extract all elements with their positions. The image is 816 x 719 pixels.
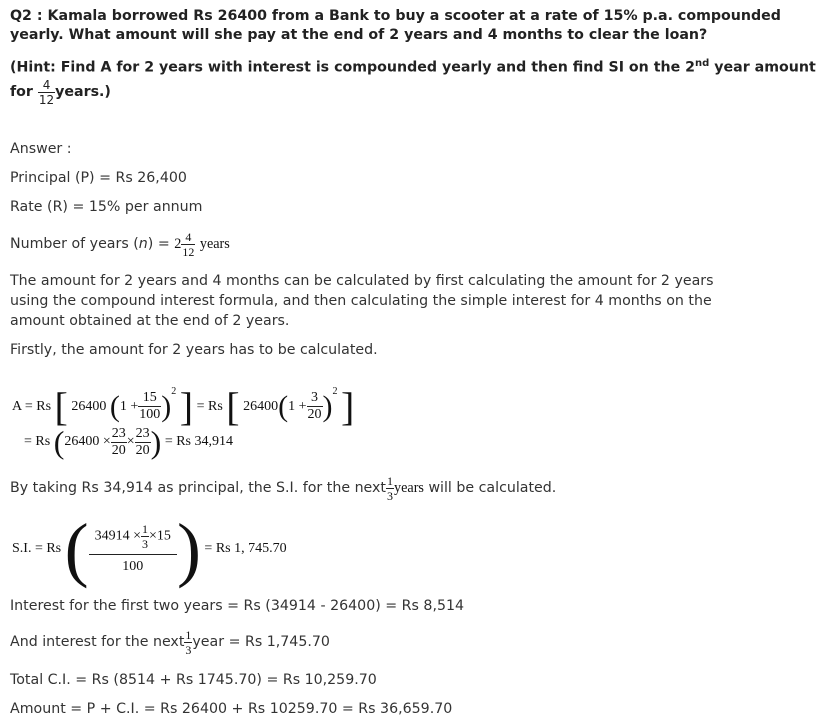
hint-fraction-den: 12 bbox=[38, 92, 55, 107]
eq2-fraction-1 bbox=[111, 427, 127, 458]
interest-next-fraction-num: 1 bbox=[185, 627, 192, 642]
eq1-fraction2-den: 20 bbox=[307, 407, 322, 423]
by-taking-pre: By taking Rs 34,914 as principal, the S.I. for the next bbox=[10, 480, 386, 496]
eq1-bracket-open: [ bbox=[54, 383, 68, 429]
eq1-paren-close: ) bbox=[161, 389, 172, 423]
years-fraction-num: 4 bbox=[181, 231, 195, 245]
years-fraction bbox=[181, 231, 195, 258]
eq1-paren2-close: ) bbox=[322, 389, 333, 423]
eq2-fraction-2 bbox=[135, 427, 151, 458]
si-top-b: ×15 bbox=[149, 528, 171, 544]
by-taking-fraction-den: 3 bbox=[387, 488, 393, 503]
equation-amount-1 bbox=[12, 368, 355, 429]
eq1-bracket2-open: [ bbox=[226, 383, 240, 429]
hint-text-b: year amount bbox=[709, 59, 816, 76]
question-line-1 bbox=[10, 6, 781, 26]
si-fraction bbox=[89, 523, 177, 574]
eq2-lhs: = Rs bbox=[24, 434, 51, 450]
question-text-1: Kamala borrowed Rs 26400 from a Bank to buy a scooter at a rate of 15% p.a. compounded bbox=[47, 8, 781, 24]
years-whole: 2 bbox=[174, 236, 182, 252]
years-line bbox=[10, 226, 230, 262]
firstly-line: Firstly, the amount for 2 years has to be calculated. bbox=[10, 342, 378, 358]
answer-heading: Answer : bbox=[10, 141, 72, 157]
si-top-fraction-num: 1 bbox=[142, 522, 149, 537]
si-top-a: 34914 × bbox=[94, 528, 142, 544]
hint-line-1 bbox=[10, 54, 816, 78]
si-top-fraction bbox=[141, 523, 149, 550]
eq1-fraction-den: 100 bbox=[139, 407, 161, 423]
years-unit: years bbox=[199, 236, 230, 252]
interest-first-line: Interest for the first two years = Rs (34914 - 26400) = Rs 8,514 bbox=[10, 598, 465, 614]
eq1-bracket-close: ] bbox=[179, 383, 194, 429]
para1-line-2: using the compound interest formula, and then calculating the simple interest for 4 months on the bbox=[10, 293, 712, 309]
si-fraction-den: 100 bbox=[122, 559, 144, 575]
equation-amount-2 bbox=[24, 420, 233, 464]
years-fraction-den: 12 bbox=[182, 244, 195, 259]
eq2-fraction1-den: 20 bbox=[111, 442, 126, 458]
principal-line: Principal (P) = Rs 26,400 bbox=[10, 170, 187, 186]
total-ci-line: Total C.I. = Rs (8514 + Rs 1745.70) = Rs 10,259.70 bbox=[10, 672, 377, 688]
eq2-fraction1-num: 23 bbox=[111, 425, 126, 441]
eq1-paren-open: ( bbox=[109, 389, 120, 423]
para1-line-1: The amount for 2 years and 4 months can be calculated by first calculating the amount for 2 years bbox=[10, 273, 714, 289]
hint-fraction-num: 4 bbox=[38, 79, 55, 93]
eq1-exponent-2: 2 bbox=[332, 386, 338, 397]
interest-next-pre: And interest for the next bbox=[10, 634, 185, 650]
years-label: Number of years ( bbox=[10, 236, 139, 252]
hint-fraction bbox=[38, 79, 55, 106]
eq2-fraction2-den: 20 bbox=[135, 442, 150, 458]
eq2-times: × bbox=[126, 434, 135, 450]
eq1-bracket2-close: ] bbox=[341, 383, 355, 429]
si-top-fraction-den: 3 bbox=[142, 537, 149, 552]
years-n: n bbox=[138, 236, 148, 252]
eq2-result: = Rs 34,914 bbox=[164, 434, 233, 450]
si-paren-open: ( bbox=[64, 509, 89, 589]
question-label: Q2 : bbox=[10, 8, 43, 24]
interest-next-post: year = Rs 1,745.70 bbox=[192, 634, 330, 650]
eq1-fraction-2 bbox=[307, 391, 323, 422]
eq1-p1: 26400 bbox=[71, 399, 107, 414]
eq1-lhs: A = Rs bbox=[12, 399, 52, 414]
amount-line: Amount = P + C.I. = Rs 26400 + Rs 10259.70 = Rs 36,659.70 bbox=[10, 701, 453, 717]
interest-next-line bbox=[10, 624, 330, 660]
question-line-2: yearly. What amount will she pay at the end of 2 years and 4 months to clear the loan? bbox=[10, 27, 708, 43]
si-result: = Rs 1, 745.70 bbox=[204, 541, 287, 556]
para1-line-3: amount obtained at the end of 2 years. bbox=[10, 313, 290, 329]
rate-line: Rate (R) = 15% per annum bbox=[10, 199, 203, 215]
by-taking-line bbox=[10, 470, 556, 506]
years-eq: ) = bbox=[147, 236, 175, 252]
hint-line-2 bbox=[10, 76, 111, 108]
hint-end: years.) bbox=[55, 84, 111, 100]
eq1-fraction-num: 15 bbox=[138, 391, 161, 407]
by-taking-unit: years bbox=[394, 480, 424, 496]
by-taking-post: will be calculated. bbox=[423, 480, 557, 496]
eq2-p: 26400 × bbox=[64, 434, 111, 450]
hint-superscript: nd bbox=[695, 58, 710, 69]
si-paren-close: ) bbox=[176, 509, 201, 589]
eq1-p2: 26400 bbox=[243, 399, 279, 414]
eq2-paren-close: ) bbox=[150, 424, 162, 460]
eq1-one: 1 + bbox=[119, 399, 139, 414]
eq1-fraction bbox=[138, 391, 161, 422]
eq1-exponent: 2 bbox=[171, 386, 177, 397]
si-lhs: S.I. = Rs bbox=[12, 541, 62, 556]
interest-next-fraction-den: 3 bbox=[185, 642, 192, 657]
eq2-fraction2-num: 23 bbox=[135, 425, 150, 441]
equation-si bbox=[12, 510, 287, 588]
eq1-paren2-open: ( bbox=[278, 389, 289, 423]
eq1-fraction2-num: 3 bbox=[307, 391, 323, 407]
hint-for: for bbox=[10, 84, 33, 100]
eq2-paren-open: ( bbox=[53, 424, 65, 460]
by-taking-fraction bbox=[386, 475, 394, 502]
eq1-one2: 1 + bbox=[288, 399, 307, 414]
si-fraction-num bbox=[89, 523, 177, 555]
hint-text-a: (Hint: Find A for 2 years with interest is compounded yearly and then find SI on the 2 bbox=[10, 59, 696, 76]
by-taking-fraction-num: 1 bbox=[387, 473, 393, 488]
eq1-mid: = Rs bbox=[196, 399, 223, 414]
